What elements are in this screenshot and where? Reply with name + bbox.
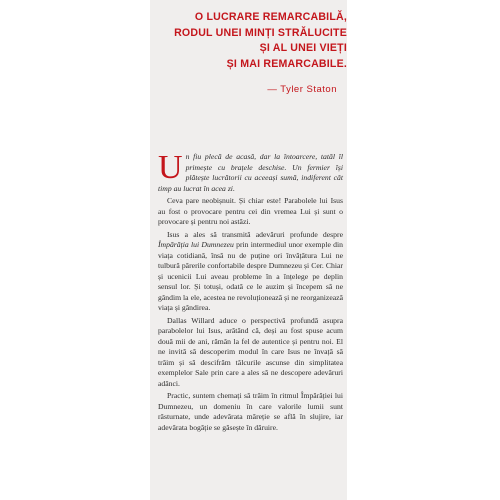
drop-cap: U [158, 149, 183, 186]
quote-line-3: ȘI AL UNEI VIEȚI [259, 42, 347, 54]
paragraph-1: Ceva pare neobișnuit. Și chiar este! Parabolele lui Isus au fost o provocare pentru cei din vremea Lui și sunt o provocare și pentru noi astăzi. [158, 196, 343, 226]
kingdom-phrase: Împărăția lui Dumnezeu [158, 240, 234, 249]
paragraph-2-start: Isus a ales să transmită adevăruri profunde despre [167, 229, 343, 239]
paragraph-3: Dallas Willard aduce o perspectivă profundă asupra parabolelor lui Isus, arătând că, deși au fost spuse acum două mii de ani, rămân la fel de autentice și pentru noi. El ne invită să descoperim modul în care Isus ne învață să trăim și să descifrăm tâlcurile ascunse din simplitatea exemplelor Sale prin care a ales să ne descopere adevăruri adânci. [158, 315, 343, 388]
quote-line-4: ȘI MAI REMARCABILE. [226, 57, 347, 70]
intro-text: n fiu plecă de acasă, dar la întoarcere, tatăl îl primește cu brațele deschise. Un fermier își plătește lucrătorii cu aceeași sumă, indiferent cât timp au lucrat în acea zi. [158, 152, 343, 193]
quote-line-1: O LUCRARE REMARCABILĂ, [194, 11, 347, 23]
intro-paragraph [158, 149, 343, 194]
quote-line-2: RODUL UNEI MINȚI STRĂLUCITE [174, 26, 347, 39]
endorsement-quote [150, 10, 347, 72]
paragraph-4: Practic, suntem chemați să trăim în ritmul Împărăției lui Dumnezeu, un domeniu în care valorile lumii sunt răsturnate, unde adevărata măreție se află în slujire, iar adevărata bogăție se găsește în dăruire. [158, 391, 343, 432]
book-back-cover [150, 0, 347, 500]
paragraph-2 [158, 230, 343, 314]
quote-attribution: — Tyler Staton [267, 84, 337, 95]
paragraph-2-end: prin intermediul unor exemple din viața cotidiană, însă nu de puține ori învățătura Lui ne tulbură părerile confortabile despre Dumnezeu și Cer. Chiar și ucenicii Lui aveau probleme în a înțelege pe deplin sensul lor. Și totuși, odată ce le auzim și începem să ne gândim la ele, acestea ne revoluționează și ne reorganizează viața și gândirea. [158, 240, 343, 312]
blurb-text [158, 149, 343, 435]
